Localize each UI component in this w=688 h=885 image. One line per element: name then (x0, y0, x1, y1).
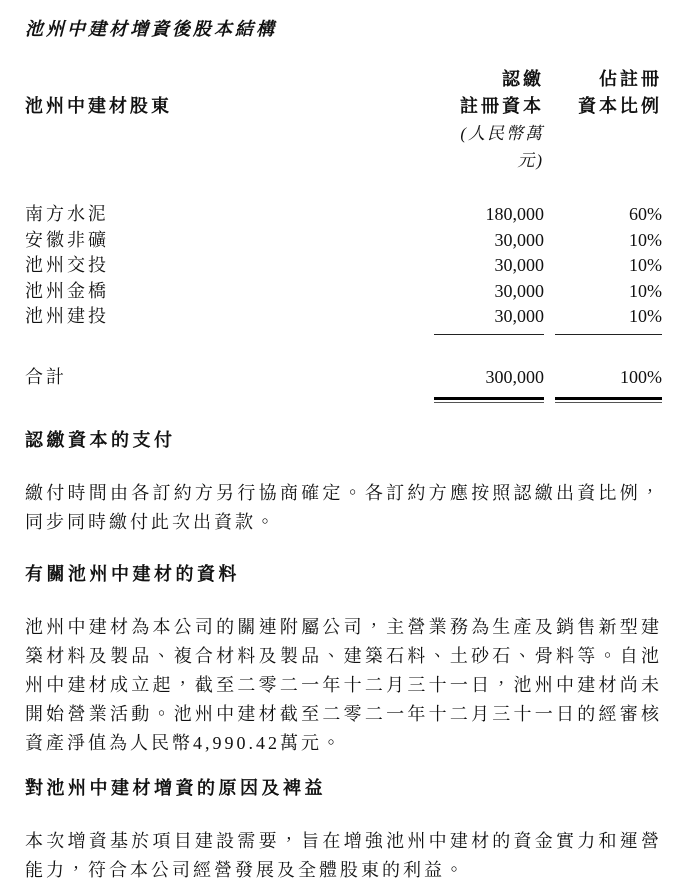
section-heading-company-info: 有關池州中建材的資料 (25, 564, 240, 584)
shareholder-name: 南方水泥 (25, 204, 109, 224)
page-title: 池州中建材增資後股本結構 (25, 19, 277, 39)
ratio-column-header-line2: 資本比例 (578, 96, 662, 116)
table-row (25, 228, 662, 254)
shareholder-name: 池州交投 (25, 255, 109, 275)
ratio-double-rule (555, 397, 662, 403)
section-paragraph-reasons-benefits: 本次增資基於項目建設需要，旨在增強池州中建材的資金實力和運營能力，符合本公司經營發展及全體股東的利益。 (25, 831, 662, 880)
section-paragraph-company-info: 池州中建材為本公司的關連附屬公司，主營業務為生產及銷售新型建築材料及製品、複合材料及製品、建築石料、土砂石、骨料等。自池州中建材成立起，截至二零二一年十二月三十一日，池州中建材尚未開始營業活動。池州中建材截至二零二一年十二月三十一日的經審核資產淨值為人民幣4,990.42萬元。 (25, 617, 662, 753)
table-header-row-3 (25, 120, 662, 174)
ratio-column-header-line1: 佔註冊 (599, 69, 662, 89)
section-heading-capital-payment: 認繳資本的支付 (25, 430, 176, 450)
ratio-value: 10% (629, 280, 662, 301)
table-row (25, 304, 662, 335)
currency-unit-label: (人民幣萬元) (460, 124, 544, 170)
shareholder-column-header: 池州中建材股東 (25, 96, 172, 116)
table-header-row-2 (25, 93, 662, 120)
section-paragraph-capital-payment: 繳付時間由各訂約方另行協商確定。各訂約方應按照認繳出資比例，同步同時繳付此次出資款。 (25, 483, 662, 532)
capital-value: 30,000 (434, 304, 544, 335)
ratio-value: 60% (629, 204, 662, 224)
capital-value: 30,000 (494, 280, 544, 301)
table-row (25, 253, 662, 279)
table-body (25, 202, 662, 335)
table-header-row-1 (25, 66, 662, 93)
ratio-value: 10% (629, 255, 662, 275)
total-row (25, 365, 662, 391)
shareholder-name: 池州金橋 (25, 280, 109, 301)
total-label: 合計 (25, 366, 67, 387)
total-ratio-value: 100% (620, 366, 662, 387)
capital-column-header-line1: 認繳 (502, 69, 544, 89)
table-row (25, 279, 662, 305)
capital-column-header-line2: 註冊資本 (460, 96, 544, 116)
section-heading-reasons-benefits: 對池州中建材增資的原因及裨益 (25, 778, 326, 798)
total-capital-value: 300,000 (485, 366, 544, 387)
shareholder-name: 安徽非礦 (25, 229, 109, 250)
shareholder-name: 池州建投 (25, 306, 109, 326)
capital-value: 180,000 (485, 204, 544, 224)
capital-structure-table (25, 66, 662, 403)
capital-double-rule (434, 397, 544, 403)
ratio-value: 10% (629, 229, 662, 250)
table-row (25, 202, 662, 228)
capital-value: 30,000 (494, 229, 544, 250)
total-double-rule-row (25, 397, 662, 403)
ratio-value: 10% (555, 304, 662, 335)
capital-value: 30,000 (494, 255, 544, 275)
